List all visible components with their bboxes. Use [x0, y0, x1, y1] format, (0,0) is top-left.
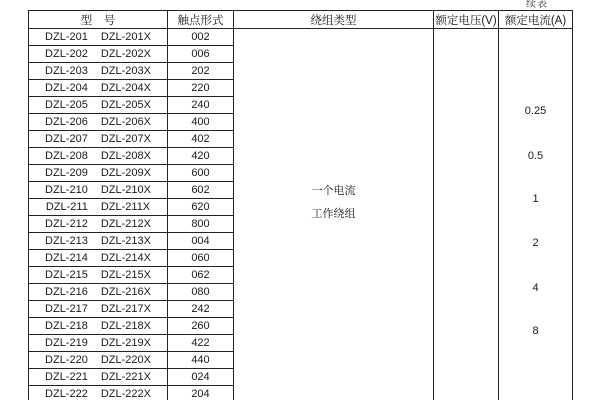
model-number: DZL-212	[45, 218, 88, 230]
model-cell	[29, 148, 168, 165]
model-number-x: DZL-210X	[100, 184, 151, 196]
model-number: DZL-219	[45, 337, 88, 349]
model-number-x: DZL-202X	[100, 48, 151, 60]
contact-form-cell: 800	[168, 216, 234, 233]
contact-form-cell: 620	[168, 199, 234, 216]
model-number: DZL-210	[45, 184, 88, 196]
model-number-x: DZL-220X	[100, 354, 151, 366]
model-cell	[29, 46, 168, 63]
rated-current-value: 4	[532, 282, 539, 294]
winding-type-cell	[234, 29, 434, 400]
contact-form-cell: 004	[168, 233, 234, 250]
model-cell	[29, 318, 168, 335]
contact-form-cell: 602	[168, 182, 234, 199]
model-number-x: DZL-213X	[100, 235, 151, 247]
model-number-x: DZL-207X	[100, 133, 151, 145]
model-number: DZL-202	[45, 48, 88, 60]
model-number-x: DZL-208X	[100, 150, 151, 162]
rated-voltage-cell	[434, 29, 499, 400]
model-number-x: DZL-211X	[100, 201, 151, 213]
model-cell	[29, 335, 168, 352]
rated-current-value: 1	[532, 193, 539, 205]
contact-form-cell: 024	[168, 369, 234, 386]
winding-type-line: 一个电流	[311, 185, 356, 197]
contact-form-cell: 402	[168, 131, 234, 148]
model-number: DZL-207	[45, 133, 88, 145]
model-number: DZL-218	[45, 320, 88, 332]
model-number-x: DZL-218X	[100, 320, 151, 332]
model-cell	[29, 114, 168, 131]
contact-form-cell: 260	[168, 318, 234, 335]
contact-form-cell: 242	[168, 301, 234, 318]
contact-form-cell: 204	[168, 386, 234, 400]
winding-type-text	[234, 180, 433, 226]
model-number: DZL-213	[45, 235, 88, 247]
column-header: 绕组类型	[234, 11, 434, 29]
model-number: DZL-215	[45, 269, 88, 281]
model-number-x: DZL-215X	[100, 269, 151, 281]
model-number: DZL-221	[45, 371, 88, 383]
column-header: 额定电流(A)	[499, 11, 573, 29]
contact-form-cell: 220	[168, 80, 234, 97]
contact-form-cell: 006	[168, 46, 234, 63]
model-number: DZL-204	[45, 82, 88, 94]
column-header: 额定电压(V)	[434, 11, 499, 29]
winding-type-line: 工作绕组	[311, 208, 356, 220]
model-cell	[29, 97, 168, 114]
model-number-x: DZL-221X	[100, 371, 151, 383]
model-cell	[29, 165, 168, 182]
model-number-x: DZL-206X	[100, 116, 151, 128]
contact-form-cell: 080	[168, 284, 234, 301]
contact-form-cell: 002	[168, 29, 234, 46]
model-cell	[29, 131, 168, 148]
model-cell	[29, 182, 168, 199]
model-number: DZL-206	[45, 116, 88, 128]
rated-current-value: 2	[532, 237, 539, 249]
model-cell	[29, 386, 168, 400]
model-number-x: DZL-219X	[100, 337, 151, 349]
model-number-x: DZL-201X	[100, 31, 151, 43]
model-cell	[29, 369, 168, 386]
model-number-x: DZL-222X	[100, 388, 151, 400]
model-number: DZL-205	[45, 99, 88, 111]
model-number: DZL-216	[45, 286, 88, 298]
model-number: DZL-203	[45, 65, 88, 77]
rated-current-value: 0.25	[524, 105, 547, 117]
model-number: DZL-222	[45, 388, 88, 400]
model-cell	[29, 63, 168, 80]
model-cell	[29, 233, 168, 250]
model-number-x: DZL-216X	[100, 286, 151, 298]
model-number: DZL-214	[45, 252, 88, 264]
model-number-x: DZL-212X	[100, 218, 151, 230]
model-cell	[29, 284, 168, 301]
model-cell	[29, 250, 168, 267]
model-cell	[29, 80, 168, 97]
model-number-x: DZL-203X	[100, 65, 151, 77]
continued-table-label: 续表	[526, 0, 548, 10]
model-number: DZL-220	[45, 354, 88, 366]
contact-form-cell: 600	[168, 165, 234, 182]
model-cell	[29, 301, 168, 318]
model-number: DZL-217	[45, 303, 88, 315]
rated-current-value: 8	[532, 325, 539, 337]
model-cell	[29, 267, 168, 284]
model-number: DZL-208	[45, 150, 88, 162]
model-number: DZL-209	[45, 167, 88, 179]
model-number: DZL-211	[45, 201, 88, 213]
model-number-x: DZL-217X	[100, 303, 151, 315]
rated-current-cell	[499, 29, 573, 400]
model-cell	[29, 216, 168, 233]
rated-current-value: 0.5	[527, 150, 544, 162]
model-cell	[29, 352, 168, 369]
model-number: DZL-201	[45, 31, 88, 43]
contact-form-cell: 060	[168, 250, 234, 267]
model-number-x: DZL-214X	[100, 252, 151, 264]
model-cell	[29, 29, 168, 46]
contact-form-cell: 202	[168, 63, 234, 80]
column-header: 型 号	[29, 11, 168, 29]
contact-form-cell: 400	[168, 114, 234, 131]
model-number-x: DZL-209X	[100, 167, 151, 179]
contact-form-cell: 062	[168, 267, 234, 284]
contact-form-cell: 240	[168, 97, 234, 114]
model-number-x: DZL-205X	[100, 99, 151, 111]
model-number-x: DZL-204X	[100, 82, 151, 94]
column-header: 触点形式	[168, 11, 234, 29]
contact-form-cell: 440	[168, 352, 234, 369]
contact-form-cell: 420	[168, 148, 234, 165]
model-cell	[29, 199, 168, 216]
contact-form-cell: 422	[168, 335, 234, 352]
header-row	[29, 11, 573, 29]
spec-table	[28, 10, 573, 400]
table-row	[29, 29, 573, 46]
